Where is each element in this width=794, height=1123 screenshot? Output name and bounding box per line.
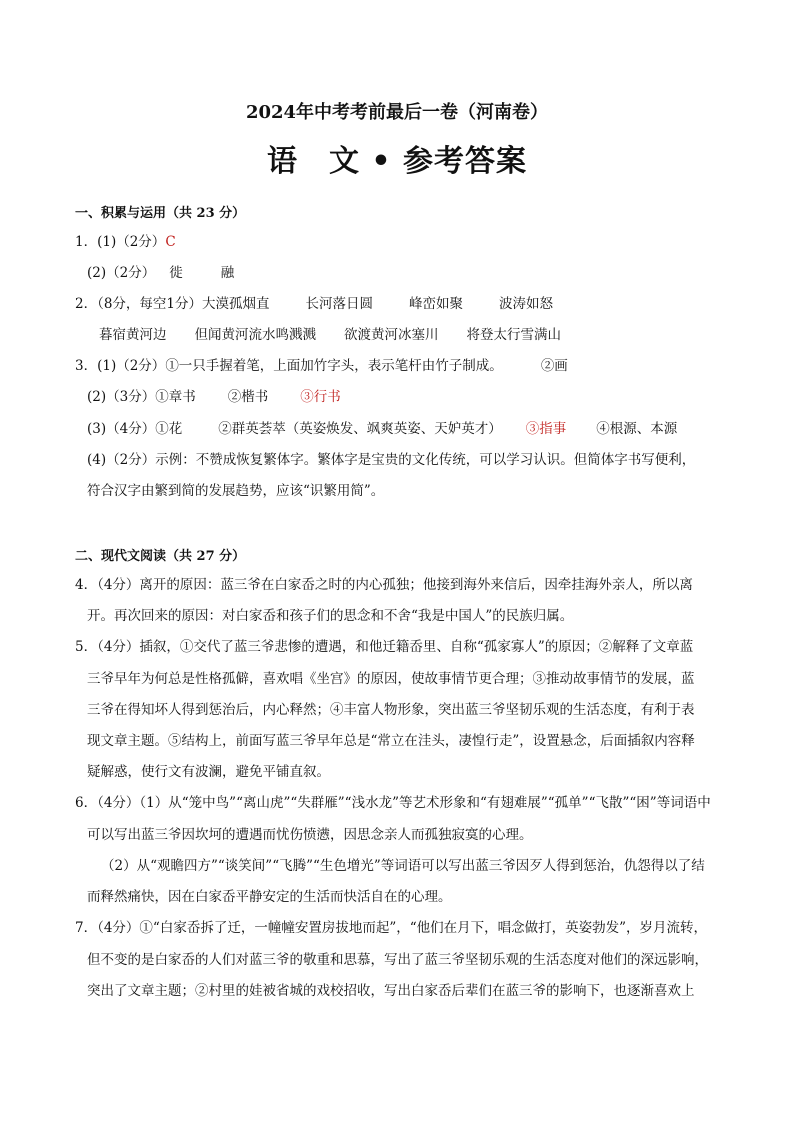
q1-prefix: 1．(1)（2分） — [75, 234, 166, 250]
q6-line-4: 而释然痛快，因在白家岙平静安定的生活而快活自在的心理。 — [87, 889, 452, 905]
q1-2-answer-b: 融 — [220, 265, 235, 281]
q3-1-answer-a: ①一只手握着笔，上面加竹字头，表示笔杆由竹子制成。 — [165, 358, 503, 374]
q3-line-1 — [75, 357, 568, 375]
q3-line-5: 符合汉字由繁到简的发展趋势，应该“识繁用简”。 — [87, 483, 385, 499]
q5-line-2: 三爷早年为何总是性格孤僻，喜欢唱《坐宫》的原因，使故事情节更合理；③推动故事情节的发展，蓝 — [87, 671, 695, 687]
q2-prefix: 2．（8分，每空1分） — [75, 296, 203, 312]
document-subtitle: 语 文 • 参考答案 — [266, 144, 528, 179]
q2-answer-h: 将登太行雪满山 — [466, 327, 561, 343]
q2-answer-a: 大漠孤烟直 — [202, 296, 270, 312]
q3-1-prefix: 3．(1)（2分） — [75, 358, 166, 374]
q2-answer-c: 峰峦如聚 — [409, 296, 464, 312]
q5-line-3: 三爷在得知坏人得到惩治后，内心释然；④丰富人物形象，突出蓝三爷坚韧乐观的生活态度，有利于表 — [87, 702, 695, 718]
q5-line-4: 现文章主题。⑤结构上，前面写蓝三爷早年总是“常立在洼头，凄惶行走”，设置悬念，后面插叙内容释 — [87, 733, 695, 749]
q3-line-2 — [87, 388, 341, 406]
q2-answer-e: 暮宿黄河边 — [99, 327, 167, 343]
q3-2-answer-a: ①章书 — [155, 389, 196, 405]
q2-answer-d: 波涛如怒 — [499, 296, 554, 312]
q1-line-2 — [87, 264, 234, 282]
q3-2-prefix: (2)（3分） — [87, 389, 156, 405]
q2-answer-f: 但闻黄河流水鸣溅溅 — [194, 327, 316, 343]
q4-line-2: 开。再次回来的原因：对白家岙和孩子们的思念和不舍“我是中国人”的民族归属。 — [87, 608, 574, 624]
q3-line-4: (4)（2分）示例：不赞成恢复繁体字。繁体字是宝贵的文化传统，可以学习认识。但简体字书写便利， — [87, 452, 696, 468]
q1-2-prefix: (2)（2分） — [87, 265, 156, 281]
q6-line-3: （2）从“观瞻四方”“谈笑间”“飞腾”“生色增光”等词语可以写出蓝三爷因歹人得到惩治，仇怨得以了结 — [101, 858, 705, 874]
document-title: 2024年中考考前最后一卷（河南卷） — [245, 102, 549, 123]
q6-line-1: 6．（4分）（1）从“笼中鸟”“离山虎”“失群雁”“浅水龙”等艺术形象和“有翅难展”“孤单”“飞散”“困”等词语中 — [75, 795, 711, 811]
q1-2-answer-a: 徙 — [169, 265, 183, 281]
q3-3-answer-b: ②群英荟萃（英姿焕发、飒爽英姿、天妒英才） — [218, 421, 502, 437]
q1-line-1 — [75, 233, 176, 251]
q5-line-1: 5．（4分）插叙，①交代了蓝三爷悲惨的遭遇，和他迁籍岙里、自称“孤家寡人”的原因；②解释了文章蓝 — [75, 639, 694, 655]
q5-line-5: 疑解惑，使行文有波澜，避免平铺直叙。 — [87, 764, 330, 780]
q3-3-answer-c: ③指事 — [525, 421, 567, 437]
q3-2-answer-b: ②楷书 — [227, 389, 269, 405]
q1-answer: C — [165, 234, 176, 250]
q3-3-prefix: (3)（4分） — [87, 421, 156, 437]
q2-answer-g: 欲渡黄河冰塞川 — [344, 327, 439, 343]
section-heading-1: 一、积累与运用（共 23 分） — [75, 206, 246, 221]
q3-1-answer-b: ②画 — [540, 358, 568, 374]
section-heading-2: 二、现代文阅读（共 27 分） — [75, 549, 246, 564]
q3-line-3 — [87, 420, 677, 438]
q2-line-1 — [75, 295, 553, 313]
q2-answer-b: 长河落日圆 — [305, 296, 374, 312]
q7-line-2: 但不变的是白家岙的人们对蓝三爷的敬重和思慕，写出了蓝三爷坚韧乐观的生活态度对他们的深远影响， — [87, 952, 708, 968]
q3-3-answer-a: ①花 — [155, 421, 183, 437]
q3-2-answer-c: ③行书 — [300, 389, 341, 405]
q4-line-1: 4．（4分）离开的原因：蓝三爷在白家岙之时的内心孤独；他接到海外来信后，因牵挂海外亲人，所以离 — [75, 577, 693, 593]
q7-line-3: 突出了文章主题；②村里的娃被省城的戏校招收，写出白家岙后辈们在蓝三爷的影响下，也逐渐喜欢上 — [87, 983, 695, 999]
q3-3-answer-d: ④根源、本源 — [596, 421, 678, 437]
q7-line-1: 7．（4分）①“白家岙拆了迁，一幢幢安置房拔地而起”，“他们在月下，唱念做打，英姿勃发”，岁月流转， — [75, 920, 708, 936]
q6-line-2: 可以写出蓝三爷因坎坷的遭遇而忧伤愤懑，因思念亲人而孤独寂寞的心理。 — [87, 827, 533, 843]
q2-line-2 — [99, 326, 561, 344]
